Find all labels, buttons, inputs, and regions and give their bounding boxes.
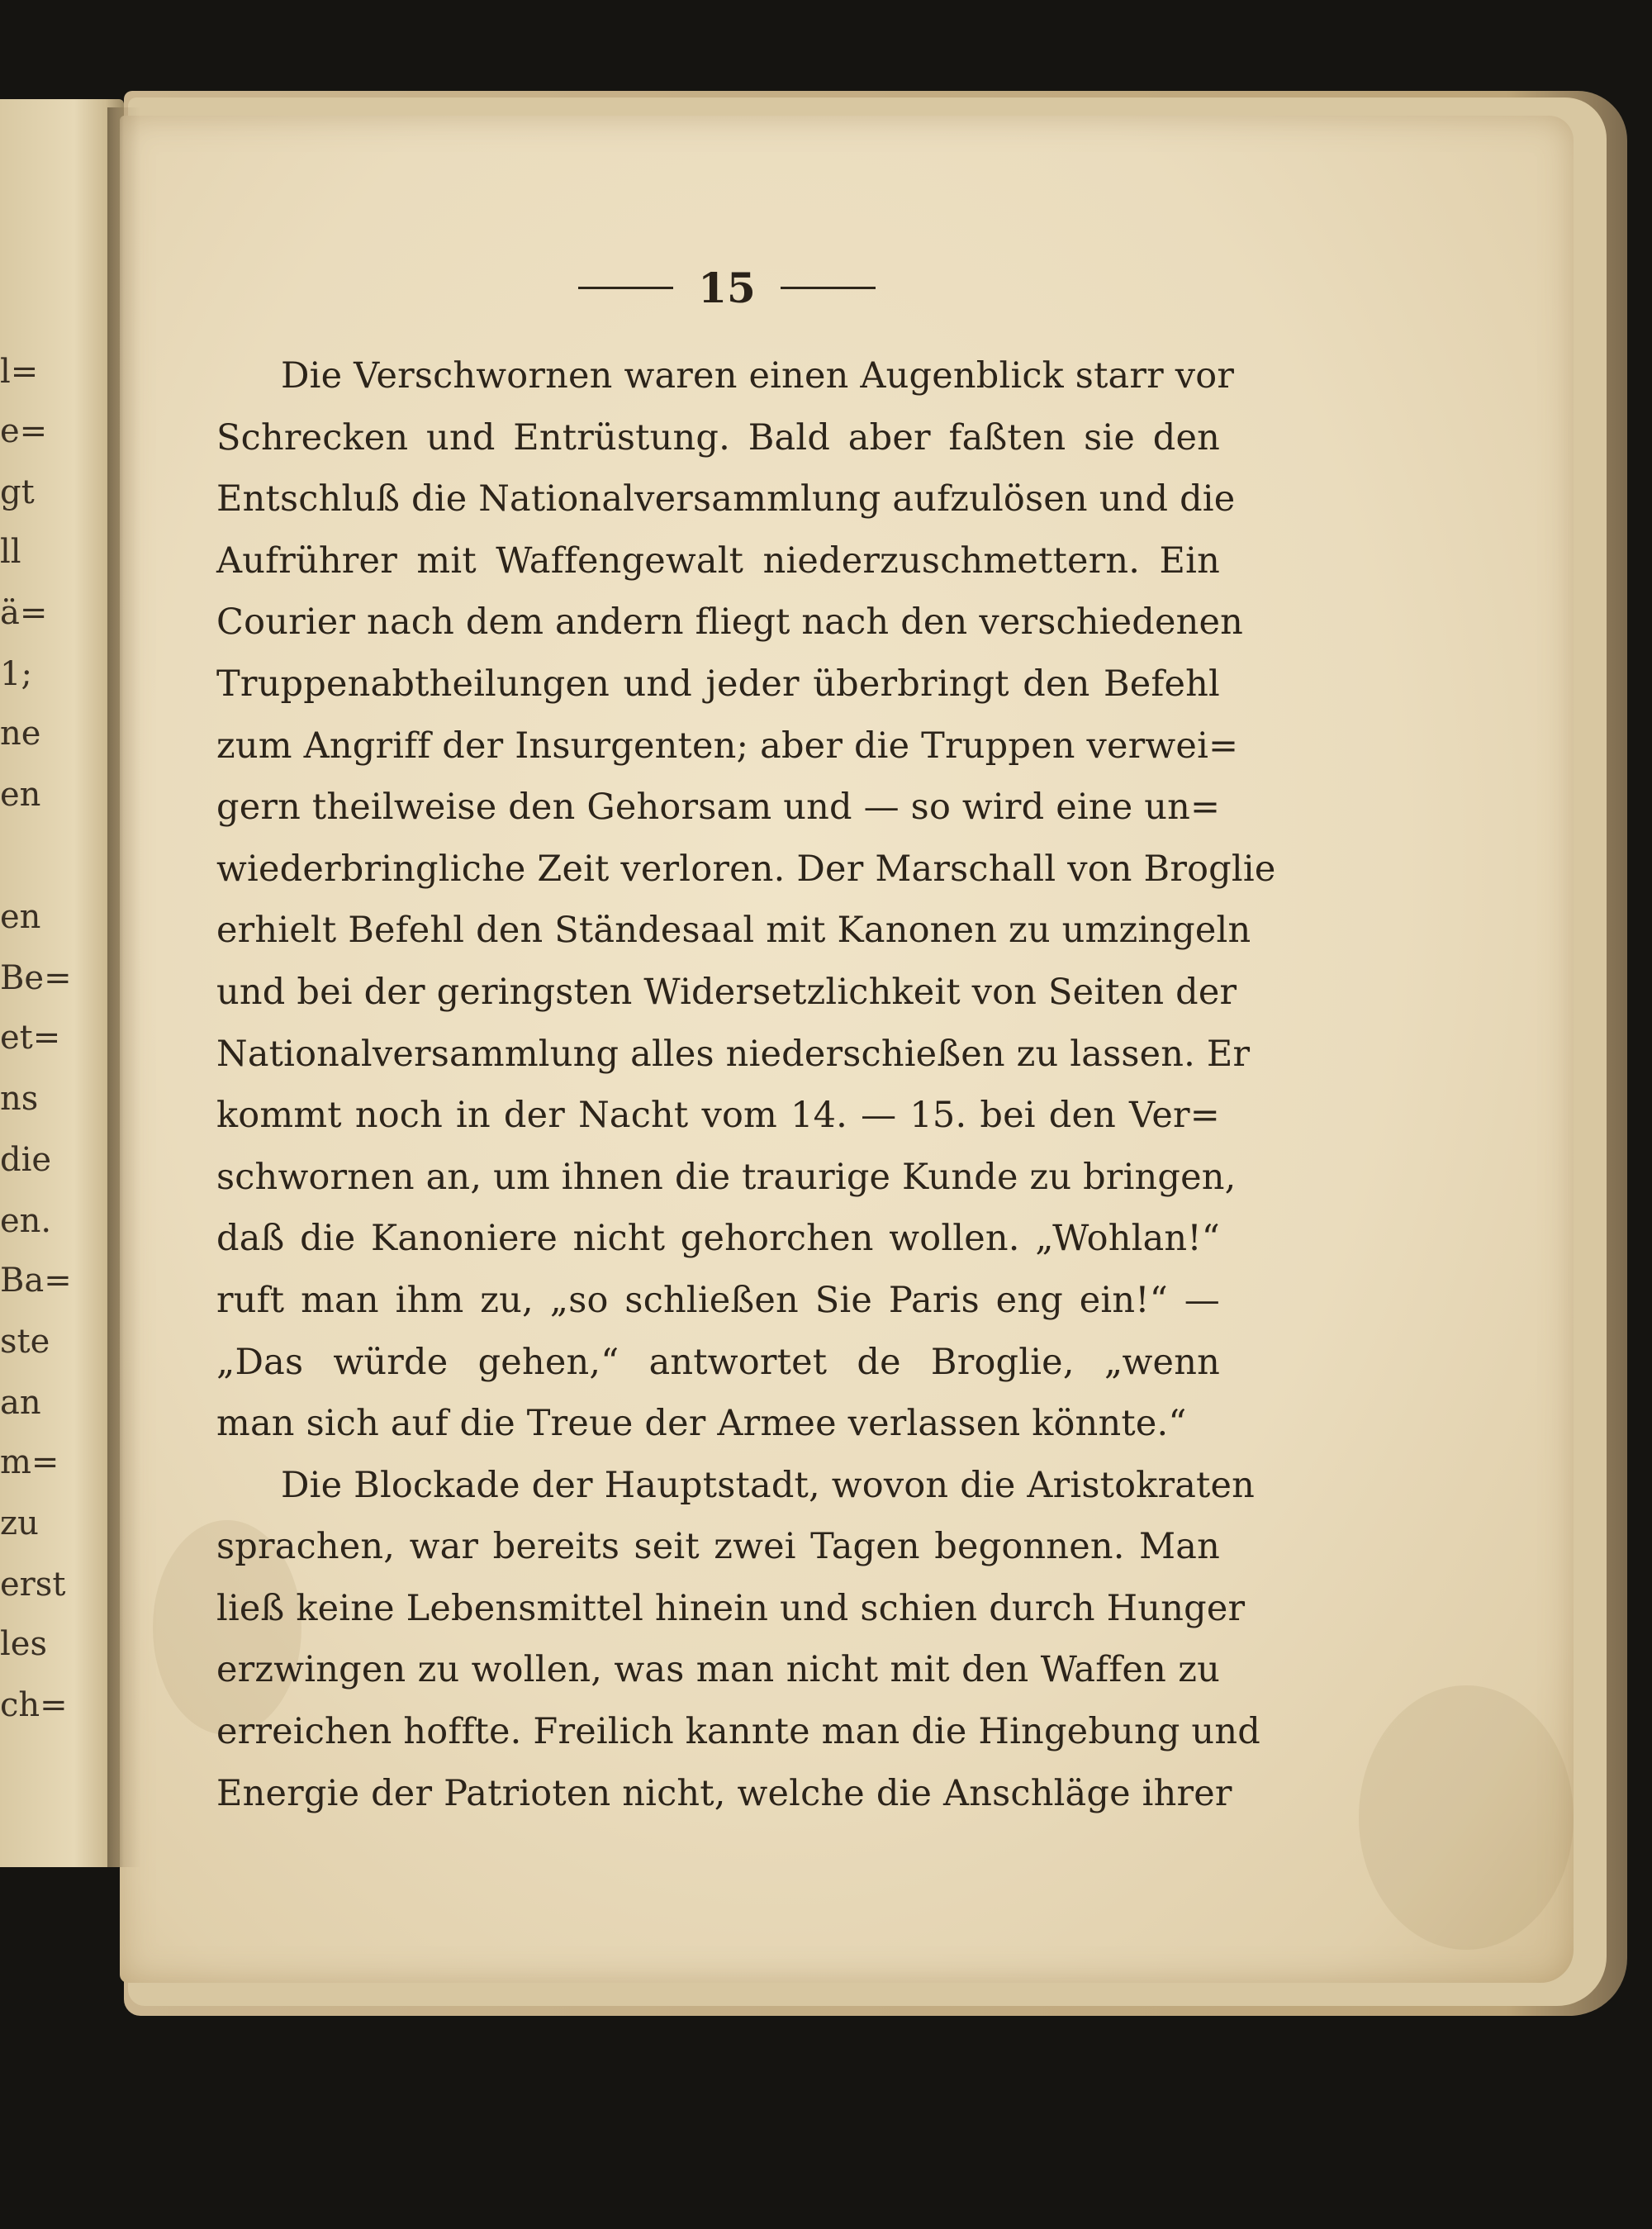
text-line: erzwingen zu wollen, was man nicht mit den Waffen zu bbox=[216, 1649, 1220, 1691]
body-text bbox=[216, 345, 1276, 1824]
left-fragment: en bbox=[0, 776, 41, 814]
text-line: man sich auf die Treue der Armee verlassen könnte.“ bbox=[216, 1403, 1187, 1445]
left-fragment: e= bbox=[0, 412, 48, 450]
header-rule bbox=[781, 287, 876, 289]
text-line: Die Blockade der Hauptstadt, wovon die Aristokraten bbox=[281, 1464, 1256, 1506]
page-header bbox=[562, 263, 892, 312]
text-line: ruft man ihm zu, „so schließen Sie Paris eng ein!“ — bbox=[216, 1279, 1220, 1321]
left-fragment: 1; bbox=[0, 655, 32, 693]
left-fragment: an bbox=[0, 1384, 41, 1422]
previous-page-edge bbox=[0, 99, 124, 1867]
text-line: daß die Kanoniere nicht gehorchen wollen. „Wohlan!“ bbox=[216, 1218, 1220, 1260]
text-line: und bei der geringsten Widersetzlichkeit von Seiten der bbox=[216, 971, 1237, 1013]
left-fragment: ste bbox=[0, 1323, 50, 1361]
text-line: erreichen hoffte. Freilich kannte man die Hingebung und bbox=[216, 1711, 1260, 1753]
text-line: Courier nach dem andern fliegt nach den verschiedenen bbox=[216, 601, 1244, 644]
left-fragment: ch= bbox=[0, 1686, 68, 1724]
left-fragment: les bbox=[0, 1625, 47, 1663]
left-fragment: ns bbox=[0, 1080, 39, 1118]
header-rule bbox=[578, 287, 673, 289]
page-number: 15 bbox=[698, 263, 756, 312]
text-line: Truppenabtheilungen und jeder überbringt den Befehl bbox=[216, 663, 1220, 705]
text-line: Schrecken und Entrüstung. Bald aber faßten sie den bbox=[216, 416, 1220, 459]
left-fragment: et= bbox=[0, 1019, 61, 1057]
text-line: Die Verschwornen waren einen Augenblick starr vor bbox=[281, 355, 1235, 397]
text-line: kommt noch in der Nacht vom 14. — 15. bei den Ver= bbox=[216, 1095, 1220, 1137]
text-line: Nationalversammlung alles niederschießen zu lassen. Er bbox=[216, 1033, 1251, 1075]
left-fragment: ne bbox=[0, 715, 41, 753]
left-fragment: en bbox=[0, 898, 41, 936]
text-line: Aufrührer mit Waffengewalt niederzuschmettern. Ein bbox=[216, 539, 1220, 582]
text-line: schwornen an, um ihnen die traurige Kunde zu bringen, bbox=[216, 1156, 1237, 1198]
text-line: gern theilweise den Gehorsam und — so wird eine un= bbox=[216, 787, 1221, 829]
left-fragment: die bbox=[0, 1141, 52, 1179]
text-line: Energie der Patrioten nicht, welche die Anschläge ihrer bbox=[216, 1772, 1232, 1814]
left-fragment: ä= bbox=[0, 594, 48, 632]
left-fragment: m= bbox=[0, 1443, 59, 1481]
left-fragment: ll bbox=[0, 533, 21, 571]
left-fragment: en. bbox=[0, 1202, 52, 1240]
left-fragment: l= bbox=[0, 353, 39, 391]
left-fragment: Ba= bbox=[0, 1262, 72, 1300]
text-line: „Das würde gehen,“ antwortet de Broglie, „wenn bbox=[216, 1341, 1220, 1383]
text-line: ließ keine Lebensmittel hinein und schien durch Hunger bbox=[216, 1587, 1246, 1629]
left-fragment: erst bbox=[0, 1566, 66, 1604]
left-fragment: zu bbox=[0, 1504, 39, 1542]
text-line: erhielt Befehl den Ständesaal mit Kanonen zu umzingeln bbox=[216, 910, 1251, 952]
left-fragment: Be= bbox=[0, 959, 72, 997]
text-line: sprachen, war bereits seit zwei Tagen begonnen. Man bbox=[216, 1526, 1220, 1568]
text-line: zum Angriff der Insurgenten; aber die Truppen verwei= bbox=[216, 725, 1239, 767]
spine-gutter bbox=[107, 107, 140, 1867]
left-fragment: gt bbox=[0, 473, 35, 511]
text-line: Entschluß die Nationalversammlung aufzulösen und die bbox=[216, 478, 1236, 520]
paper-stain bbox=[1359, 1685, 1574, 1950]
text-line: wiederbringliche Zeit verloren. Der Marschall von Broglie bbox=[216, 848, 1276, 890]
